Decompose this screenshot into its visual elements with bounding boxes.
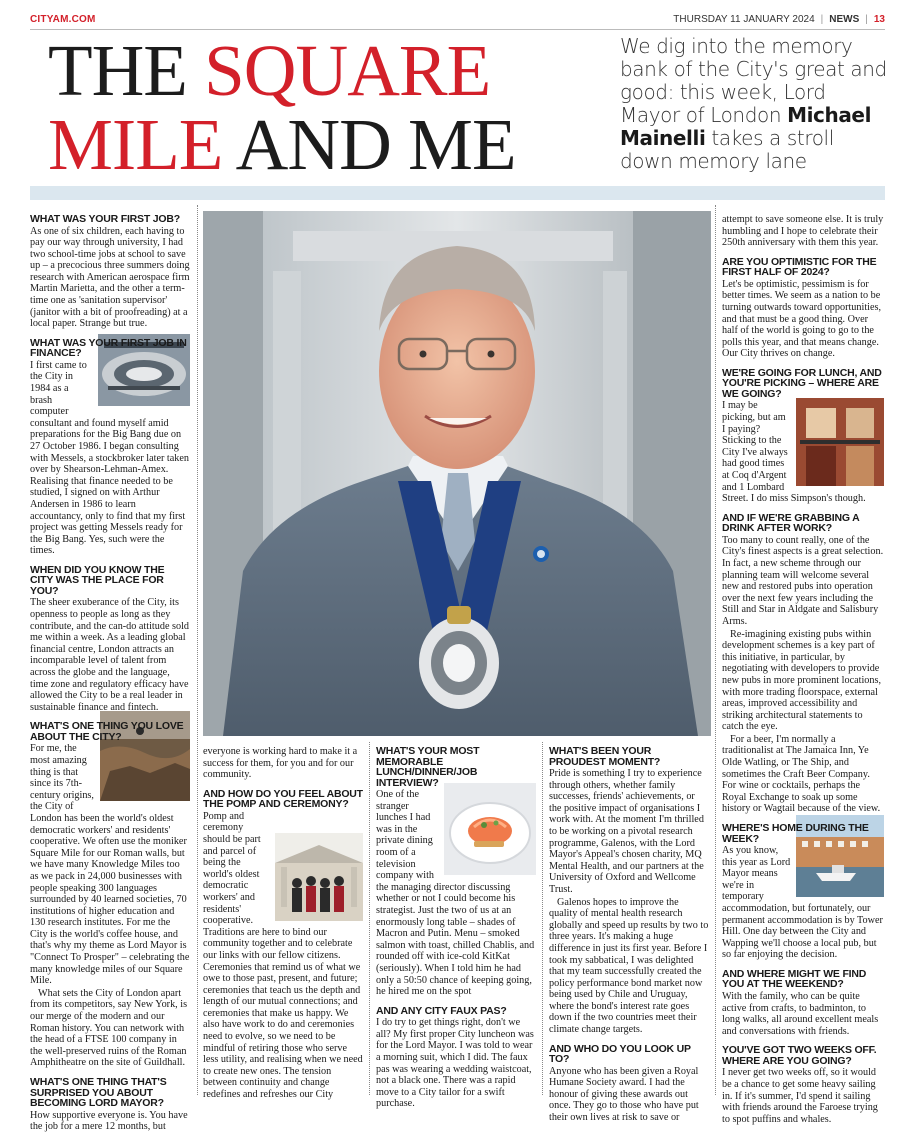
answer-surprised-continued: everyone is working hard to make it a success for them, for you and for our community.: [203, 746, 358, 781]
page-number: 13: [873, 14, 885, 25]
question-two-weeks-off: YOU'VE GOT TWO WEEKS OFF. WHERE ARE YOU GOING?: [722, 1044, 877, 1067]
portrait-image: [203, 211, 711, 736]
question-knew-city: WHEN DID YOU KNOW THE CITY WAS THE PLACE FOR YOU?: [30, 563, 165, 597]
page-title: [48, 30, 608, 185]
question-first-job: WHAT WAS YOUR FIRST JOB?: [30, 213, 180, 225]
answer-optimistic-2024: Let's be optimistic, pessimism is for better times. We seem as a nation to be turning outwards toward opportunities, and that must be a good thing. Over half of the world is going to go to the polls this year, and that means change. Our City thrives on change.: [722, 278, 882, 360]
answer-love-city: For me, the most amazing thing is that since its 7th-century origins, the City of London has been the world's oldest democratic workers' and residents' cooperative. We often use the moniker Square Mile for our Roman walls, but we have many Knowledge Miles too as we pack in 24,000 businesses with people speaking 300 languages surrounded by 40 learned societies, 70 institutions of higher education and 130 research institutes. For me the City is the world's coffee house, and that's why my theme as Lord Mayor is "Connect To Prosper" – celebrating the many knowledge miles of our Square Mile.: [30, 743, 190, 986]
answer-lunch-pick: I may be picking, but am I paying? Sticking to the City I've always had good times at Coq d'Argent and 1 Lombard Street. I do miss Simpson's though.: [722, 400, 884, 504]
answer-knew-city: The sheer exuberance of the City, its openness to people as long as they contribute, and the can-do attitude sold me within a week. As a leading global financial centre, London attracts an incomparable level of talent from across the globe and the language, time zone and regulatory efficacy have allowed the City to be a real leader in sustainable finance and fintech.: [30, 597, 189, 713]
headline-word-1: THE: [48, 30, 187, 111]
answer-two-weeks-off: I never get two weeks off, so it would be a chance to get some heavy sailing in. If it's summer, I'd spend it sailing with friends around the Faroese trying to spot puffins and whales.: [722, 1067, 878, 1125]
answer-pomp-ceremony: Pomp and ceremony should be part and parcel of being the world's oldest democratic workers' and residents' cooperative. Traditions are here to bind our community together and to celebrate our links with our fellow citizens. Ceremonies that remind us of what we owe to those past, present, and future; ceremonies that teach us the depth and length of our mutual connections; and ceremonies that make us happy. We also have work to do and ceremonies need to evolve, so we need to be mindful of retiring those who serve less utility, and realising when we need to create new ones. The tension between continuity and change redefines and refreshes our City: [203, 810, 363, 1101]
headline-word-3: MILE: [48, 104, 223, 185]
ceremony-photo: [275, 833, 363, 921]
question-pomp-ceremony: AND HOW DO YOU FEEL ABOUT THE POMP AND CEREMONY?: [203, 787, 363, 811]
question-drink-after-work: AND IF WE'RE GRABBING A DRINK AFTER WORK?: [722, 511, 860, 535]
answer-look-up-to-continued: attempt to save someone else. It is truly humbling and I hope to celebrate their 250th anniversary with them this year.: [722, 214, 884, 249]
lord-mayor-portrait: [203, 211, 711, 736]
question-look-up-to: AND WHO DO YOU LOOK UP TO?: [549, 1042, 691, 1066]
restaurant-image: [796, 398, 884, 486]
answer-drink-after-work-2: Re-imagining existing pubs within development schemes is a key part of this initiative, in particular, by negotiating with developers to provide new pubs in more prominent locations, with more trading floorspace, external areas, improved accessibility and striking architectural statements to catch the eye.: [722, 628, 882, 733]
smoked-salmon-image: [444, 783, 536, 875]
standfirst-name: Michael Mainelli: [620, 103, 872, 150]
restaurant-photo: [796, 398, 884, 486]
column-divider: [715, 205, 716, 1095]
column-divider: [369, 742, 370, 1095]
question-memorable-lunch: WHAT'S YOUR MOST MEMORABLE LUNCH/DINNER/JOB INTERVIEW?: [376, 745, 480, 789]
standfirst: [620, 35, 890, 173]
answer-weekend: With the family, who can be quite active from crafts, to badminton, to long walks, all around excellent meals and conversations with friends.: [722, 990, 879, 1037]
answer-proudest-moment: Pride is something I try to experience through others, whether family successes, friends' achievements, or the positive impact of organisations I work with. At the moment I'm thrilled to be working on a pivotal research programme, Galenos, with the Lord Mayor's Appeal's chosen charity, MQ Mental Health, and our partners at the University of Oxford and Wellcome Trust.: [549, 768, 704, 895]
site-name[interactable]: CITYAM.COM: [30, 14, 96, 25]
section-name: NEWS: [829, 14, 860, 25]
column-divider: [197, 205, 198, 1095]
answer-home-week: As you know, this year as Lord Mayor means we're in temporary accommodation, but fortunately, our permanent accommodation is by Tower Hill. One day between the City and Wapping we'll choose a local pub, but so far enjoying the decision.: [722, 845, 884, 961]
article-column-5: [722, 214, 884, 1125]
answer-look-up-to: Anyone who has been given a Royal Humane Society award. I had the honour of giving these awards out once. They go to those who have put their own lives at risk to save or: [549, 1065, 699, 1124]
ceremony-image: [275, 833, 363, 921]
answer-memorable-lunch: One of the stranger lunches I had was in the private dining room of a television company with the managing director discussing whether or not I could become his strategist. Just the two of us at an enormously long table – shades of Macron and Putin. Menu – smoked salmon with toast, chilled Chablis, and rounded off with ice-cold KitKat (seriously). When I told him he had only a 50:50 chance of keeping going, he hired me on the spot: [376, 789, 536, 998]
article-column-2: [203, 746, 363, 1101]
question-lunch-pick: WE'RE GOING FOR LUNCH, AND YOU'RE PICKING – WHERE ARE WE GOING?: [722, 366, 882, 400]
question-proudest-moment: WHAT'S BEEN YOUR PROUDEST MOMENT?: [549, 745, 661, 768]
article-column-4: [549, 746, 709, 1124]
answer-love-city-continued: What sets the City of London apart from its competitors, say New York, is our merge of the modern and our Roman history. You can network with the head of a FTSE 100 company in the well-preserved ruins of the Roman Amphitheatre on the site of Guildhall.: [30, 987, 188, 1069]
question-faux-pas: AND ANY CITY FAUX PAS?: [376, 1004, 507, 1017]
question-optimistic-2024: ARE YOU OPTIMISTIC FOR THE FIRST HALF OF 2024?: [722, 255, 877, 279]
answer-drink-after-work: Too many to count really, one of the City's finest aspects is a great selection. In fact, a new scheme through our planning team will welcome several new and restored pubs into operation over the next few years including the Still and Star in Aldgate and Salisbury Arms.: [722, 534, 884, 627]
question-first-job-finance: WHAT WAS YOUR FIRST JOB IN FINANCE?: [30, 336, 187, 360]
standfirst-outro: takes a stroll down memory lane: [620, 126, 834, 173]
headline-word-4: AND ME: [235, 104, 516, 185]
headline-word-2: SQUARE: [204, 30, 491, 111]
answer-first-job: As one of six children, each having to pay our way through university, I had two school-time jobs at school to save up – a precocious three summers doing research with American aerospace firm Martin Marietta, and the other a term-time one as 'sanitation supervisor' (janitor with a bit of proofreading) at a local paper. Strange but true.: [30, 225, 190, 330]
issue-date: THURSDAY 11 JANUARY 2024: [673, 14, 815, 25]
question-weekend: AND WHERE MIGHT WE FIND YOU AT THE WEEKEND?: [722, 967, 867, 991]
article-column-3: [376, 746, 536, 1110]
answer-drink-after-work-3: For a beer, I'm normally a traditionalist at The Jamaica Inn, Ye Olde Watling, or The Ship, and sometimes the Craft Beer Company. For wine or cocktails, perhaps the Royal Exchange to soak up some history or Wagtail because of the view.: [722, 733, 881, 815]
smoked-salmon-photo: [444, 783, 536, 875]
standfirst-intro: We dig into the memory bank of the City's great and good: this week, Lord Mayor of London: [620, 34, 887, 127]
header-divider-bar: [30, 186, 885, 200]
answer-surprised: How supportive everyone is. You have the job for a mere 12 months, but: [30, 1109, 188, 1133]
question-surprised: WHAT'S ONE THING THAT'S SURPRISED YOU ABOUT BECOMING LORD MAYOR?: [30, 1076, 167, 1109]
answer-faux-pas: I do try to get things right, don't we all? My first proper City luncheon was for the Lord Mayor. I was told to wear a morning suit, which I did. The faux pas was wearing a wedding waistcoat, not a black one. There was a rapid move to a City tailor for a swift purchase.: [376, 1017, 534, 1110]
question-love-city: WHAT'S ONE THING YOU LOVE ABOUT THE CITY?: [30, 720, 184, 743]
answer-proudest-moment-continued: Galenos hopes to improve the quality of mental health research globally and speed up results by two to three years. It's making a huge difference in just its first year. Before I took my sabbatical, I was delighted that my team successfully created the policy performance bond market now being used by Chile and Uruguay, where the bond's interest rate goes down if the two countries meet their climate change targets.: [549, 896, 709, 1036]
column-divider: [542, 742, 543, 1095]
question-home-week: WHERE'S HOME DURING THE WEEK?: [722, 822, 869, 845]
dateline: THURSDAY 11 JANUARY 2024 | NEWS | 13: [673, 14, 885, 25]
article-column-1: [30, 214, 190, 1133]
answer-first-job-finance: I first came to the City in 1984 as a brash computer consultant and found myself amid preparations for the Big Bang due on 27 October 1986. I began consulting with Messels, a stockbroker later taken over by Shearson-Lehman-Amex. Realising that finance needed to be studied, I signed on with Arthur Andersen in 1986 to learn accountancy, only to find that my first project was getting Messels ready for the Big Bang. Yes, such were the times.: [30, 360, 190, 557]
